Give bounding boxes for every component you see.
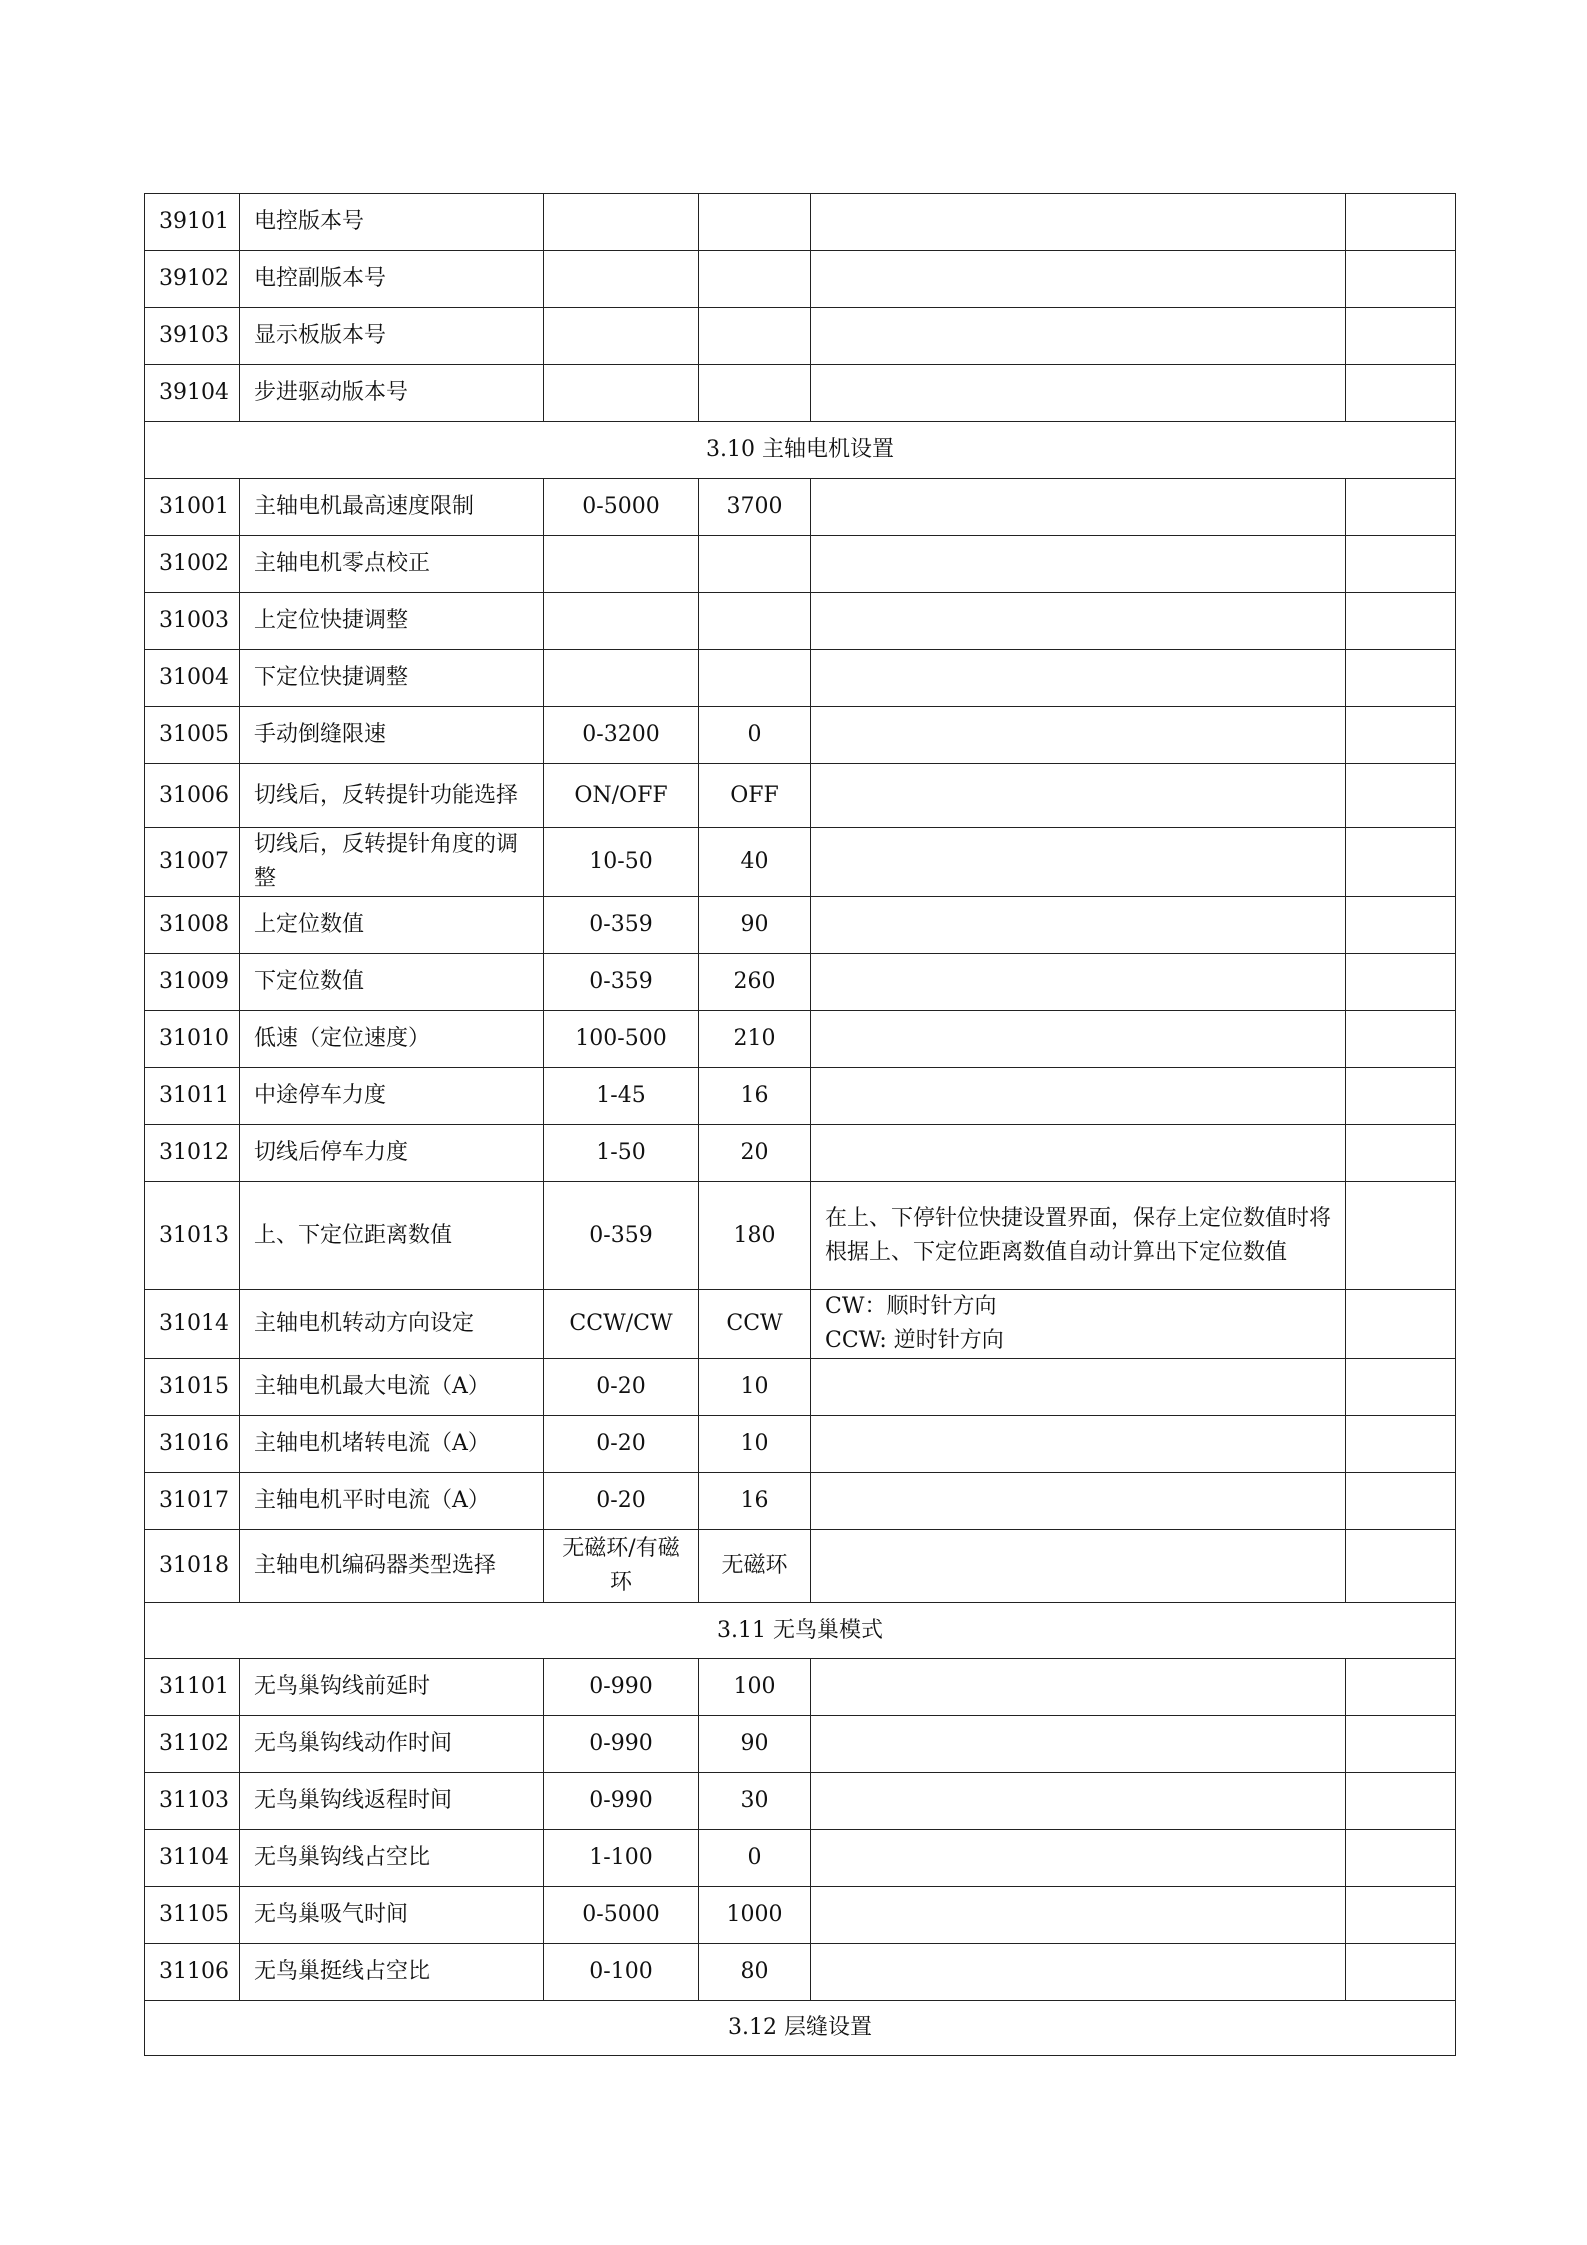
parameter-range: 0-359 xyxy=(544,897,699,954)
parameter-code: 31007 xyxy=(145,828,240,897)
parameter-description xyxy=(811,954,1346,1011)
parameter-code: 31009 xyxy=(145,954,240,1011)
parameter-description xyxy=(811,251,1346,308)
parameter-row xyxy=(145,1359,1456,1416)
parameter-code: 31101 xyxy=(145,1659,240,1716)
parameter-row xyxy=(145,1944,1456,2001)
parameter-note xyxy=(1346,479,1456,536)
parameter-range: 0-990 xyxy=(544,1773,699,1830)
parameter-row xyxy=(145,251,1456,308)
parameter-row xyxy=(145,1290,1456,1359)
parameter-description xyxy=(811,308,1346,365)
parameter-note xyxy=(1346,1530,1456,1603)
parameter-name: 无鸟巢钩线动作时间 xyxy=(240,1716,544,1773)
parameter-description xyxy=(811,1944,1346,2001)
parameter-range: 无磁环/有磁环 xyxy=(544,1530,699,1603)
parameter-code: 31018 xyxy=(145,1530,240,1603)
parameter-default: 16 xyxy=(699,1473,811,1530)
parameter-range xyxy=(544,536,699,593)
parameter-default xyxy=(699,365,811,422)
parameter-code: 31103 xyxy=(145,1773,240,1830)
parameter-default: 90 xyxy=(699,1716,811,1773)
parameter-range: 1-50 xyxy=(544,1125,699,1182)
parameter-range xyxy=(544,365,699,422)
parameter-row xyxy=(145,1830,1456,1887)
parameter-code: 31016 xyxy=(145,1416,240,1473)
parameter-note xyxy=(1346,536,1456,593)
parameter-name: 下定位数值 xyxy=(240,954,544,1011)
parameter-default: 260 xyxy=(699,954,811,1011)
parameter-range: 0-359 xyxy=(544,1182,699,1290)
parameter-default: 40 xyxy=(699,828,811,897)
parameter-note xyxy=(1346,1125,1456,1182)
parameter-description xyxy=(811,1011,1346,1068)
parameter-range: 0-359 xyxy=(544,954,699,1011)
parameter-default xyxy=(699,650,811,707)
section-title: 3.11 无鸟巢模式 xyxy=(145,1603,1456,1659)
parameter-description: 在上、下停针位快捷设置界面，保存上定位数值时将根据上、下定位距离数值自动计算出下定位数值 xyxy=(811,1182,1346,1290)
parameter-description xyxy=(811,1830,1346,1887)
parameter-code: 31002 xyxy=(145,536,240,593)
parameter-row xyxy=(145,308,1456,365)
parameter-description xyxy=(811,1716,1346,1773)
parameter-description xyxy=(811,1359,1346,1416)
parameter-range: 0-990 xyxy=(544,1716,699,1773)
parameter-note xyxy=(1346,1182,1456,1290)
parameter-name: 切线后，反转提针功能选择 xyxy=(240,764,544,828)
parameter-name: 无鸟巢钩线前延时 xyxy=(240,1659,544,1716)
parameter-default xyxy=(699,536,811,593)
parameter-name: 主轴电机编码器类型选择 xyxy=(240,1530,544,1603)
parameter-name: 上定位数值 xyxy=(240,897,544,954)
parameter-row xyxy=(145,1716,1456,1773)
parameter-code: 31008 xyxy=(145,897,240,954)
parameter-range: 10-50 xyxy=(544,828,699,897)
parameter-default xyxy=(699,194,811,251)
section-title: 3.10 主轴电机设置 xyxy=(145,422,1456,479)
parameter-code: 31003 xyxy=(145,593,240,650)
parameter-default: 3700 xyxy=(699,479,811,536)
parameter-default: CCW xyxy=(699,1290,811,1359)
parameter-range: 0-100 xyxy=(544,1944,699,2001)
parameter-row xyxy=(145,536,1456,593)
parameter-note xyxy=(1346,1887,1456,1944)
parameter-row xyxy=(145,707,1456,764)
parameter-description xyxy=(811,365,1346,422)
parameter-default: 10 xyxy=(699,1416,811,1473)
parameter-code: 31006 xyxy=(145,764,240,828)
parameter-row xyxy=(145,194,1456,251)
parameter-code: 39103 xyxy=(145,308,240,365)
parameter-name: 上定位快捷调整 xyxy=(240,593,544,650)
parameter-default: 16 xyxy=(699,1068,811,1125)
parameter-name: 主轴电机最高速度限制 xyxy=(240,479,544,536)
parameter-table xyxy=(144,193,1456,2056)
parameter-note xyxy=(1346,1773,1456,1830)
parameter-row xyxy=(145,479,1456,536)
parameter-note xyxy=(1346,593,1456,650)
parameter-row xyxy=(145,650,1456,707)
parameter-name: 切线后停车力度 xyxy=(240,1125,544,1182)
parameter-range xyxy=(544,194,699,251)
parameter-name: 主轴电机最大电流（A） xyxy=(240,1359,544,1416)
parameter-row xyxy=(145,1011,1456,1068)
parameter-note xyxy=(1346,1944,1456,2001)
parameter-range: CCW/CW xyxy=(544,1290,699,1359)
parameter-note xyxy=(1346,1716,1456,1773)
parameter-code: 31005 xyxy=(145,707,240,764)
parameter-note xyxy=(1346,251,1456,308)
parameter-code: 31105 xyxy=(145,1887,240,1944)
parameter-range: 1-45 xyxy=(544,1068,699,1125)
parameter-row xyxy=(145,1182,1456,1290)
parameter-name: 无鸟巢挺线占空比 xyxy=(240,1944,544,2001)
parameter-name: 手动倒缝限速 xyxy=(240,707,544,764)
parameter-description xyxy=(811,1773,1346,1830)
parameter-name: 无鸟巢钩线返程时间 xyxy=(240,1773,544,1830)
parameter-description xyxy=(811,650,1346,707)
parameter-table-body xyxy=(145,194,1456,2056)
parameter-row xyxy=(145,1068,1456,1125)
parameter-code: 31014 xyxy=(145,1290,240,1359)
parameter-range: 1-100 xyxy=(544,1830,699,1887)
parameter-default: 0 xyxy=(699,707,811,764)
parameter-code: 31001 xyxy=(145,479,240,536)
parameter-code: 39101 xyxy=(145,194,240,251)
parameter-code: 31013 xyxy=(145,1182,240,1290)
parameter-name: 电控副版本号 xyxy=(240,251,544,308)
parameter-code: 31015 xyxy=(145,1359,240,1416)
parameter-range: 0-20 xyxy=(544,1359,699,1416)
parameter-name: 上、下定位距离数值 xyxy=(240,1182,544,1290)
parameter-note xyxy=(1346,954,1456,1011)
parameter-description xyxy=(811,1887,1346,1944)
parameter-description xyxy=(811,1068,1346,1125)
parameter-row xyxy=(145,593,1456,650)
parameter-default xyxy=(699,308,811,365)
parameter-range: 0-5000 xyxy=(544,479,699,536)
parameter-note xyxy=(1346,1011,1456,1068)
parameter-row xyxy=(145,1473,1456,1530)
parameter-description xyxy=(811,479,1346,536)
parameter-description xyxy=(811,1125,1346,1182)
parameter-description xyxy=(811,897,1346,954)
parameter-default: 1000 xyxy=(699,1887,811,1944)
parameter-description xyxy=(811,536,1346,593)
parameter-description xyxy=(811,1659,1346,1716)
parameter-range: 0-990 xyxy=(544,1659,699,1716)
parameter-default: OFF xyxy=(699,764,811,828)
parameter-row xyxy=(145,1773,1456,1830)
parameter-name: 下定位快捷调整 xyxy=(240,650,544,707)
parameter-default: 100 xyxy=(699,1659,811,1716)
parameter-code: 31104 xyxy=(145,1830,240,1887)
parameter-note xyxy=(1346,707,1456,764)
parameter-row xyxy=(145,1659,1456,1716)
parameter-range: 0-5000 xyxy=(544,1887,699,1944)
parameter-code: 39104 xyxy=(145,365,240,422)
parameter-row xyxy=(145,1530,1456,1603)
parameter-range xyxy=(544,308,699,365)
parameter-default xyxy=(699,251,811,308)
parameter-range xyxy=(544,251,699,308)
parameter-description: CW：顺时针方向 CCW: 逆时针方向 xyxy=(811,1290,1346,1359)
parameter-name: 无鸟巢吸气时间 xyxy=(240,1887,544,1944)
parameter-row xyxy=(145,954,1456,1011)
parameter-description xyxy=(811,1473,1346,1530)
parameter-description xyxy=(811,593,1346,650)
parameter-code: 31102 xyxy=(145,1716,240,1773)
parameter-note xyxy=(1346,1659,1456,1716)
section-header-row xyxy=(145,1603,1456,1659)
parameter-range: ON/OFF xyxy=(544,764,699,828)
parameter-name: 低速（定位速度） xyxy=(240,1011,544,1068)
parameter-note xyxy=(1346,194,1456,251)
parameter-note xyxy=(1346,1359,1456,1416)
parameter-code: 31004 xyxy=(145,650,240,707)
parameter-row xyxy=(145,897,1456,954)
parameter-name: 中途停车力度 xyxy=(240,1068,544,1125)
parameter-row xyxy=(145,764,1456,828)
parameter-name: 显示板版本号 xyxy=(240,308,544,365)
parameter-default: 180 xyxy=(699,1182,811,1290)
parameter-code: 31012 xyxy=(145,1125,240,1182)
parameter-name: 主轴电机堵转电流（A） xyxy=(240,1416,544,1473)
parameter-default: 80 xyxy=(699,1944,811,2001)
parameter-code: 31011 xyxy=(145,1068,240,1125)
parameter-default: 20 xyxy=(699,1125,811,1182)
section-header-row xyxy=(145,422,1456,479)
parameter-range: 0-3200 xyxy=(544,707,699,764)
parameter-name: 主轴电机转动方向设定 xyxy=(240,1290,544,1359)
parameter-code: 31106 xyxy=(145,1944,240,2001)
parameter-note xyxy=(1346,764,1456,828)
parameter-range xyxy=(544,650,699,707)
parameter-description xyxy=(811,1530,1346,1603)
parameter-note xyxy=(1346,308,1456,365)
parameter-range: 0-20 xyxy=(544,1473,699,1530)
parameter-row xyxy=(145,1125,1456,1182)
parameter-default: 210 xyxy=(699,1011,811,1068)
parameter-note xyxy=(1346,1473,1456,1530)
parameter-row xyxy=(145,1887,1456,1944)
parameter-code: 31010 xyxy=(145,1011,240,1068)
section-title: 3.12 层缝设置 xyxy=(145,2001,1456,2056)
parameter-range xyxy=(544,593,699,650)
parameter-note xyxy=(1346,1068,1456,1125)
parameter-default: 30 xyxy=(699,1773,811,1830)
parameter-note xyxy=(1346,650,1456,707)
parameter-name: 主轴电机零点校正 xyxy=(240,536,544,593)
parameter-code: 39102 xyxy=(145,251,240,308)
parameter-note xyxy=(1346,897,1456,954)
parameter-description xyxy=(811,194,1346,251)
parameter-description xyxy=(811,828,1346,897)
parameter-note xyxy=(1346,1290,1456,1359)
parameter-note xyxy=(1346,828,1456,897)
parameter-range: 100-500 xyxy=(544,1011,699,1068)
parameter-row xyxy=(145,1416,1456,1473)
parameter-default: 0 xyxy=(699,1830,811,1887)
parameter-code: 31017 xyxy=(145,1473,240,1530)
parameter-row xyxy=(145,828,1456,897)
parameter-description xyxy=(811,1416,1346,1473)
section-header-row xyxy=(145,2001,1456,2056)
parameter-note xyxy=(1346,1830,1456,1887)
parameter-range: 0-20 xyxy=(544,1416,699,1473)
parameter-description xyxy=(811,764,1346,828)
parameter-default: 90 xyxy=(699,897,811,954)
parameter-name: 电控版本号 xyxy=(240,194,544,251)
parameter-name: 主轴电机平时电流（A） xyxy=(240,1473,544,1530)
parameter-default: 无磁环 xyxy=(699,1530,811,1603)
parameter-name: 步进驱动版本号 xyxy=(240,365,544,422)
parameter-default: 10 xyxy=(699,1359,811,1416)
parameter-default xyxy=(699,593,811,650)
parameter-description xyxy=(811,707,1346,764)
parameter-note xyxy=(1346,365,1456,422)
parameter-row xyxy=(145,365,1456,422)
parameter-name: 切线后，反转提针角度的调整 xyxy=(240,828,544,897)
parameter-name: 无鸟巢钩线占空比 xyxy=(240,1830,544,1887)
parameter-note xyxy=(1346,1416,1456,1473)
